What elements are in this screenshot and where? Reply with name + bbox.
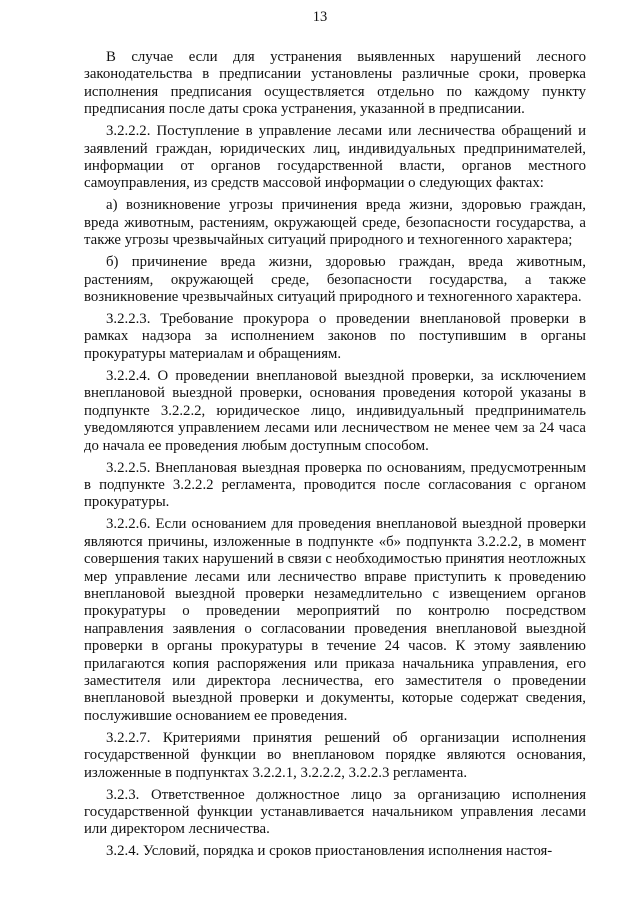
paragraph-3-2-2-7: 3.2.2.7. Критериями принятия решений об организации исполнения государственной функции во внеплановом порядке являются основания, изложенные в подпунктах 3.2.2.1, 3.2.2.2, 3.2.2.3 регламента. — [84, 729, 586, 781]
paragraph-3-2-2-2: 3.2.2.2. Поступление в управление лесами или лесничества обращений и заявлений граждан, юридических лиц, индивидуальных предпринимателей, информации от органов государственной власти, органов местного самоуправления, из средств массовой информации о следующих фактах: — [84, 123, 586, 192]
paragraph-3-2-2-3: 3.2.2.3. Требование прокурора о проведении внеплановой проверки в рамках надзора за исполнением законов по поступившим в органы прокуратуры материалам и обращениям. — [84, 311, 586, 362]
document-body — [84, 49, 586, 865]
paragraph-3-2-2-5: 3.2.2.5. Внеплановая выездная проверка по основаниям, предусмотренным в подпункте 3.2.2.2 регламента, проводится после согласования с органом прокуратуры. — [84, 459, 586, 511]
page-number: 13 — [312, 9, 328, 25]
paragraph-item-a: а) возникновение угрозы причинения вреда жизни, здоровью граждан, вреда животным, растениям, окружающей среде, безопасности государства, а также угрозы чрезвычайных ситуаций природного и техногенного характера; — [84, 197, 586, 249]
paragraph-violation-deadlines: В случае если для устранения выявленных нарушений лесного законодательства в предписании установлены различные сроки, проверка исполнения предписания осуществляется отдельно по каждому пункту предписания после даты срока устранения, указанной в предписании. — [84, 49, 586, 118]
paragraph-item-b: б) причинение вреда жизни, здоровью граждан, вреда животным, растениям, окружающей среде, безопасности государства, а также возникновение чрезвычайных ситуаций природного и техногенного характера. — [84, 254, 586, 306]
paragraph-3-2-4: 3.2.4. Условий, порядка и сроков приостановления исполнения настоя- — [106, 843, 553, 860]
paragraph-3-2-2-4: 3.2.2.4. О проведении внеплановой выездной проверки, за исключением внеплановой выездной проверки, основания проведения которой указаны в подпункте 3.2.2.2, юридическое лицо, индивидуальный предприниматель уведомляются управлением лесами или лесничеством не менее чем за 24 часа до начала ее проведения любым доступным способом. — [84, 367, 586, 454]
paragraph-3-2-2-6: 3.2.2.6. Если основанием для проведения внеплановой выездной проверки являются причины, изложенные в подпункте «б» подпункта 3.2.2.2, в момент совершения таких нарушений в связи с необходимостью принятия неотложных мер управление лесами или лесничество вправе приступить к проведению внеплановой выездной проверки незамедлительно с извещением органов прокуратуры о проведении мероприятий по контролю посредством направления заявления о согласовании проведения внеплановой выездной проверки в органы прокуратуры в течение 24 часов. К этому заявлению прилагаются копия распоряжения или приказа начальника управления, его заместителя или директора лесничества, его заместителя о проведении внеплановой выездной проверки и документы, которые содержат сведения, послужившие основанием ее проведения. — [84, 516, 586, 724]
paragraph-3-2-3: 3.2.3. Ответственное должностное лицо за организацию исполнения государственной функции устанавливается начальником управления лесами или директором лесничества. — [84, 786, 586, 838]
